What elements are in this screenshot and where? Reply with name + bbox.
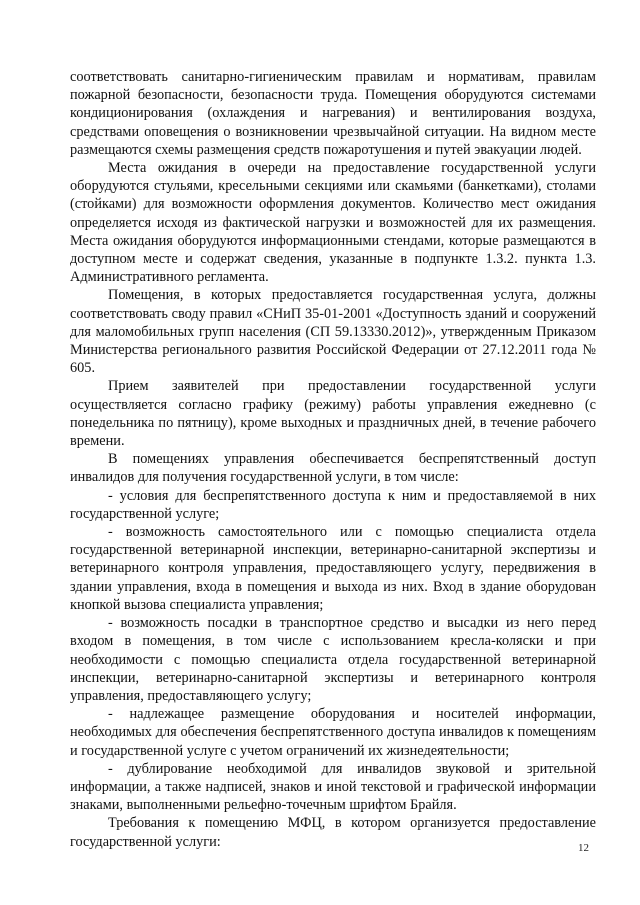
paragraph-mfc-requirements: Требования к помещению МФЦ, в котором организуется предоставление государственной услуги: <box>70 815 596 850</box>
page-number: 12 <box>578 842 589 854</box>
paragraph-waiting-areas: Места ожидания в очереди на предоставление государственной услуги оборудуются стульями, кресельными секциями или скамьями (банкетками), столами (стойками) для возможности оформления документов. Количество мест ожидания определяется исходя из фактической нагрузки и возможностей для их размещения. Места ожидания оборудуются информационными стендами, которые размещаются в доступном месте и содержат сведения, указанные в подпункте 1.3.2. пункта 1.3. Административного регламента. <box>70 160 596 286</box>
paragraph-building-code: Помещения, в которых предоставляется государственная услуга, должны соответствовать своду правил «СНиП 35-01-2001 «Доступность зданий и сооружений для маломобильных групп населения (СП 59.13330.2012)», утвержденным Приказом Министерства регионального развития Российской Федерации от 27.12.2011 года № 605. <box>70 287 596 377</box>
paragraph-disabled-access: В помещениях управления обеспечивается беспрепятственный доступ инвалидов для получения государственной услуги, в том числе: <box>70 451 596 486</box>
list-item-transport-assistance: - возможность посадки в транспортное средство и высадки из него перед входом в помещения, в том числе с использованием кресла-коляски и при необходимости с помощью специалиста отдела государственной ветеринарной инспекции, ветеринарно-санитарной экспертизы и ветеринарного контроля управления, предоставляющего услугу; <box>70 615 596 704</box>
paragraph-premises-requirements: соответствовать санитарно-гигиеническим правилам и нормативам, правилам пожарной безопасности, безопасности труда. Помещения оборудуются системами кондиционирования (охлаждения и нагревания) и вентилирования воздуха, средствами оповещения о возникновении чрезвычайной ситуации. На видном месте размещаются схемы размещения средств пожаротушения и путей эвакуации людей. <box>70 69 596 158</box>
list-item-movement-assistance: - возможность самостоятельного или с помощью специалиста отдела государственной ветеринарной инспекции, ветеринарно-санитарной экспертизы и ветеринарного контроля управления, предоставляющего услугу, передвижения в здании управления, входа в помещения и выхода из них. Вход в здание оборудован кнопкой вызова специалиста управления; <box>70 524 596 613</box>
list-item-equipment-placement: - надлежащее размещение оборудования и носителей информации, необходимых для обеспечения беспрепятственного доступа инвалидов к помещениям и государственной услуге с учетом ограничений их жизнедеятельности; <box>70 706 596 759</box>
paragraph-reception-schedule: Прием заявителей при предоставлении государственной услуги осуществляется согласно графику (режиму) работы управления ежедневно (с понедельника по пятницу), кроме выходных и праздничных дней, в течение рабочего времени. <box>70 378 596 450</box>
document-body <box>70 68 596 851</box>
list-item-access-conditions: - условия для беспрепятственного доступа к ним и предоставляемой в них государственной услуге; <box>70 487 596 522</box>
list-item-braille-duplication: - дублирование необходимой для инвалидов звуковой и зрительной информации, а также надписей, знаков и иной текстовой и графической информации знаками, выполненными рельефно-точечным шрифтом Брайля. <box>70 760 596 814</box>
